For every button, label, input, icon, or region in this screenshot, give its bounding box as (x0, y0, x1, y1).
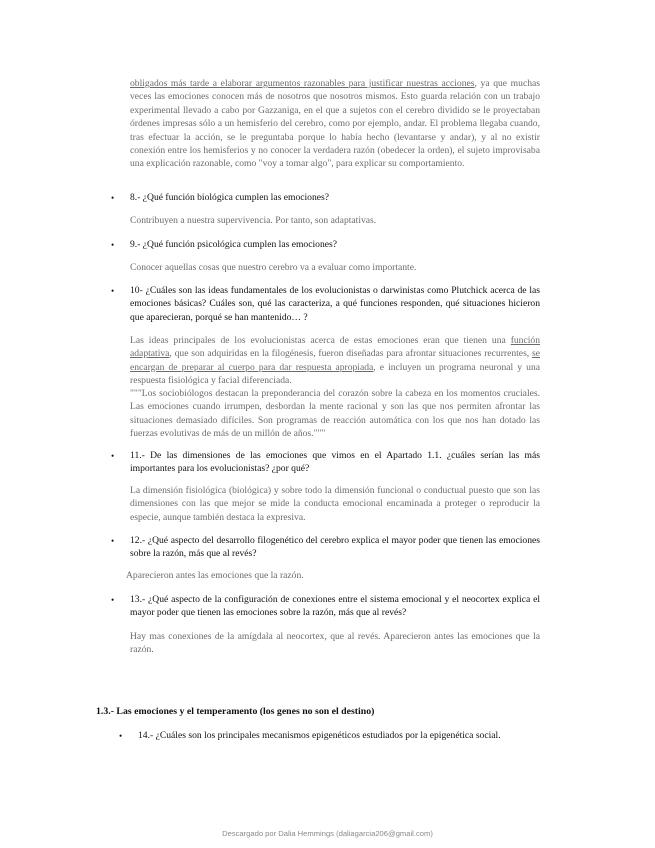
question-9: 9.- ¿Qué función psicológica cumplen las emociones? (130, 239, 337, 250)
bullet-12: • (111, 536, 115, 546)
answer-12: Aparecieron antes las emociones que la razón. (126, 570, 304, 581)
answer-10-underlined-1: función adaptativa (130, 335, 540, 360)
question-14: 14.- ¿Cuáles son los principales mecanismos epigenéticos estudiados por la epigenética social. (138, 730, 501, 741)
intro-text: , ya que muchas veces las emociones conocen más de nosotros que nosotros mismos. Esto guarda relación con un trabajo experimental llevado a cabo por Gazzaniga, en el que a sujetos con el cerebro dividido se le proyectaban órdenes impresas sólo a un hemisferio del cerebro, como por ejemplo, andar. El problema llegaba cuando, tras efectuar la acción, se le preguntaba porque lo había hecho (levantarse y andar), y al no existir conexión entre los hemisferios y no conocer la verdadera razón (obedecer la orden), el sujeto improvisaba una explicación razonable, como "voy a tomar algo", para explicar su comportamiento. (130, 78, 540, 170)
bullet-14: • (119, 731, 123, 741)
section-heading: 1.3.- Las emociones y el temperamento (los genes no son el destino) (96, 706, 375, 717)
bullet-11: • (111, 451, 115, 461)
bullet-13: • (111, 595, 115, 605)
intro-underlined-text: obligados más tarde a elaborar argumentos razonables para justificar nuestras acciones (130, 78, 475, 89)
answer-10-part3: , e incluyen un programa neuronal y una respuesta fisiológica y facial diferenciada. (130, 361, 540, 387)
intro-paragraph (130, 77, 540, 171)
answer-8: Contribuyen a nuestra supervivencia. Por tanto, son adaptativas. (130, 215, 377, 226)
answer-10-part1: Las ideas principales de los evolucionistas acerca de estas emociones eran que tienen una (130, 335, 506, 346)
answer-10-underlined-2: se encargan de preparar al cuerpo para dar respuesta apropiada (130, 348, 540, 373)
question-10: 10- ¿Cuáles son las ideas fundamentales de los evolucionistas o darwinistas como Plutchick acerca de las emociones básicas? Cuáles son, qué las caracteriza, a qué funciones responden, qué situaciones hicieron que aparecieran, porqué se han mantenido… ? (130, 285, 540, 323)
answer-10 (130, 334, 540, 388)
answer-13: Hay mas conexiones de la amígdala al neocortex, que al revés. Aparecieron antes las emociones que la razón. (130, 631, 540, 656)
question-11: 11.- De las dimensiones de las emociones que vimos en el Apartado 1.1. ¿cuáles serían las más importantes para los evolucionistas? ¿por qué? (130, 450, 540, 475)
question-8: 8.- ¿Qué función biológica cumplen las emociones? (130, 192, 330, 203)
download-footer: Descargado por Dalia Hemmings (daliagarcia206@gmail.com) (222, 829, 433, 838)
question-13: 13.- ¿Qué aspecto de la configuración de conexiones entre el sistema emocional y el neocortex explica el mayor poder que tienen las emociones sobre la razón, más que al revés? (130, 594, 540, 619)
answer-10-quote: """Los sociobiólogos destacan la preponderancia del corazón sobre la cabeza en los momentos cruciales. Las emociones cuando irrumpen, desbordan la mente racional y son las que nos permiten afrontar las situaciones demasiado difíciles. Son programas de reacción automática con los que nos han dotado las fuerzas evolutivas de más de un millón de años.""" (130, 388, 540, 440)
answer-11: La dimensión fisiológica (biológica) y sobre todo la dimensión funcional o conductual puesto que son las dimensiones con las que mejor se mide la conducta emocional encaminada a proteger o reproducir la especie, aunque también destaca la expresiva. (130, 485, 540, 523)
answer-9: Conocer aquellas cosas que nuestro cerebro va a evaluar como importante. (130, 262, 417, 273)
answer-10-part2: , que son adquiridas en la filogénesis, fueron diseñadas para afrontar situaciones recurrentes, (169, 348, 530, 360)
bullet-8: • (111, 193, 115, 203)
bullet-9: • (111, 240, 115, 250)
question-12: 12.- ¿Qué aspecto del desarrollo filogenético del cerebro explica el mayor poder que tienen las emociones sobre la razón, más que al revés? (130, 535, 540, 560)
bullet-10: • (111, 286, 115, 296)
